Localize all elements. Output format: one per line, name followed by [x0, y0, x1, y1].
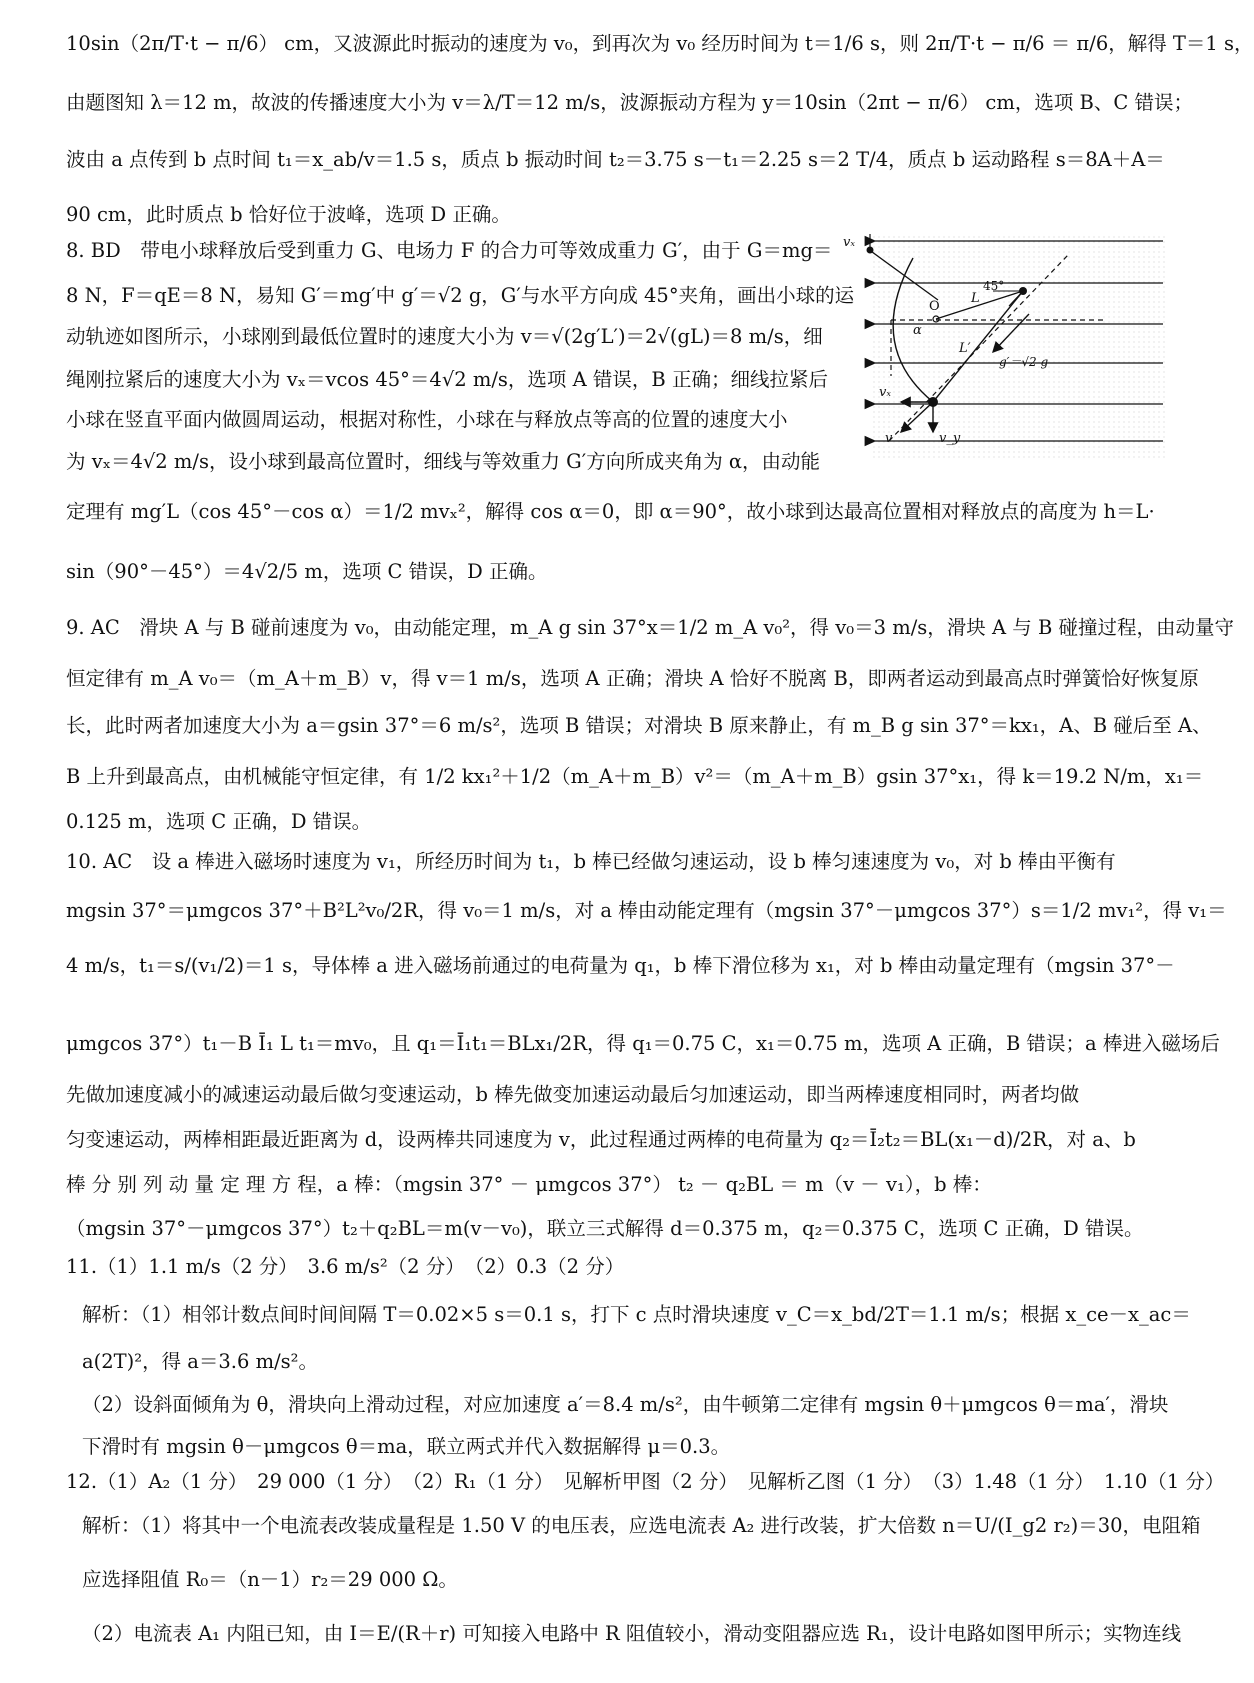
text-line: 10sin（2π/T·t − π/6） cm，又波源此时振动的速度为 v₀，到再次为 v₀ 经历时间为 t＝1/6 s，则 2π/T·t − π/6 ＝ π/6，解得 T＝1 s， — [66, 32, 1254, 55]
text-line: （2）设斜面倾角为 θ，滑块向上滑动过程，对应加速度 a′＝8.4 m/s²，由牛顿第二定律有 mgsin θ＋μmgcos θ＝ma′，滑块 — [82, 1393, 1169, 1416]
text-line: 10. AC 设 a 棒进入磁场时速度为 v₁，所经历时间为 t₁，b 棒已经做匀速运动，设 b 棒匀速速度为 v₀，对 b 棒由平衡有 — [66, 850, 1116, 873]
text-line: 应选择阻值 R₀＝（n－1）r₂＝29 000 Ω。 — [82, 1568, 458, 1591]
text-line: 8. BD 带电小球释放后受到重力 G、电场力 F 的合力可等效成重力 G′，由于 G＝mg＝ — [66, 239, 833, 262]
text-line: 动轨迹如图所示，小球刚到最低位置时的速度大小为 v＝√(2g′L′)＝2√(gL)＝8 m/s，细 — [66, 325, 823, 348]
label-Lprime: L′ — [959, 341, 971, 356]
text-line: 长，此时两者加速度大小为 a＝gsin 37°＝6 m/s²，选项 B 错误；对滑块 B 原来静止，有 m_B g sin 37°＝kx₁，A、B 碰后至 A、 — [66, 714, 1212, 737]
label-v: v — [885, 431, 893, 446]
label-alpha: α — [913, 323, 922, 338]
text-line: 先做加速度减小的减速运动最后做匀变速运动，b 棒先做变加速运动最后匀加速运动，即当两棒速度相同时，两者均做 — [66, 1083, 1080, 1106]
label-vy: v_y — [939, 431, 961, 446]
label-vx-bottom: vₓ — [879, 385, 891, 400]
text-line: 11.（1）1.1 m/s（2 分） 3.6 m/s²（2 分） （2）0.3（2 分） — [66, 1255, 625, 1278]
text-line: 下滑时有 mgsin θ－μmgcos θ＝ma，联立两式并代入数据解得 μ＝0.3。 — [82, 1435, 731, 1458]
text-line: mgsin 37°＝μmgcos 37°＋B²L²v₀/2R，得 v₀＝1 m/s，对 a 棒由动能定理有（mgsin 37°－μmgcos 37°）s＝1/2 mv₁²，得 v₁＝ — [66, 899, 1227, 922]
text-line: 波由 a 点传到 b 点时间 t₁＝x_ab/v＝1.5 s，质点 b 振动时间 t₂＝3.75 s－t₁＝2.25 s＝2 T/4，质点 b 运动路程 s＝8A＋A＝ — [66, 148, 1165, 171]
text-line: μmgcos 37°）t₁－B Ī₁ L t₁＝mv₀，且 q₁＝Ī₁t₁＝BLx₁/2R，得 q₁＝0.75 C，x₁＝0.75 m，选项 A 正确，B 错误；a 棒进入磁场后 — [66, 1032, 1220, 1055]
dotted-background — [873, 236, 1165, 458]
text-line: 0.125 m，选项 C 正确，D 错误。 — [66, 810, 372, 833]
label-45: 45° — [983, 279, 1005, 293]
label-L: L — [971, 291, 980, 306]
text-line: 8 N，F＝qE＝8 N，易知 G′＝mg′中 g′＝√2 g，G′与水平方向成 45°夹角，画出小球的运 — [66, 284, 855, 307]
label-O: O — [929, 299, 940, 314]
text-line: 解析：（1）将其中一个电流表改装成量程是 1.50 V 的电压表，应选电流表 A₂ 进行改装，扩大倍数 n＝U/(I_g2 r₂)＝30，电阻箱 — [82, 1514, 1201, 1537]
text-line: 绳刚拉紧后的速度大小为 vₓ＝vcos 45°＝4√2 m/s，选项 A 错误，B 正确；细线拉紧后 — [66, 368, 828, 391]
label-vx-top: vₓ — [843, 235, 855, 250]
text-line: 为 vₓ＝4√2 m/s，设小球到最高位置时，细线与等效重力 G′方向所成夹角为 α，由动能 — [66, 450, 821, 473]
text-line: 恒定律有 m_A v₀＝（m_A＋m_B）v，得 v＝1 m/s，选项 A 正确；滑块 A 恰好不脱离 B，即两者运动到最高点时弹簧恰好恢复原 — [66, 667, 1199, 690]
text-line: B 上升到最高点，由机械能守恒定律，有 1/2 kx₁²＋1/2（m_A＋m_B）v²＝（m_A＋m_B）gsin 37°x₁，得 k＝19.2 N/m，x₁＝ — [66, 765, 1204, 788]
text-line: 由题图知 λ＝12 m，故波的传播速度大小为 v＝λ/T＝12 m/s，波源振动方程为 y＝10sin（2πt − π/6） cm，选项 B、C 错误； — [66, 91, 1193, 114]
text-line: （2）电流表 A₁ 内阻已知，由 I＝E/(R＋r) 可知接入电路中 R 阻值较小，滑动变阻器应选 R₁，设计电路如图甲所示；实物连线 — [82, 1622, 1182, 1645]
label-gprime: g′＝√2 g — [999, 355, 1049, 369]
text-line: 解析：（1）相邻计数点间时间间隔 T＝0.02×5 s＝0.1 s，打下 c 点时滑块速度 v_C＝x_bd/2T＝1.1 m/s；根据 x_ce－x_ac＝ — [82, 1303, 1191, 1326]
text-line: 90 cm，此时质点 b 恰好位于波峰，选项 D 正确。 — [66, 203, 511, 226]
text-line: 9. AC 滑块 A 与 B 碰前速度为 v₀，由动能定理，m_A g sin 37°x＝1/2 m_A v₀²，得 v₀＝3 m/s，滑块 A 与 B 碰撞过程，由动量守 — [66, 616, 1234, 639]
text-line: sin（90°－45°）＝4√2/5 m，选项 C 错误，D 正确。 — [66, 560, 548, 583]
physics-diagram — [843, 235, 1165, 458]
text-line: 棒 分 别 列 动 量 定 理 方 程，a 棒：（mgsin 37° － μmgcos 37°） t₂ － q₂BL ＝ m（v － v₁），b 棒： — [66, 1173, 992, 1196]
text-line: a(2T)²，得 a＝3.6 m/s²。 — [82, 1350, 318, 1373]
text-line: （mgsin 37°－μmgcos 37°）t₂＋q₂BL＝m(v－v₀)，联立三式解得 d＝0.375 m，q₂＝0.375 C，选项 C 正确，D 错误。 — [66, 1217, 1144, 1240]
text-line: 12.（1）A₂（1 分） 29 000（1 分） （2）R₁（1 分） 见解析甲图（2 分） 见解析乙图（1 分） （3）1.48（1 分） 1.10（1 分） — [66, 1470, 1225, 1493]
text-line: 4 m/s，t₁＝s/(v₁/2)＝1 s，导体棒 a 进入磁场前通过的电荷量为 q₁，b 棒下滑位移为 x₁，对 b 棒由动量定理有（mgsin 37°－ — [66, 954, 1175, 977]
text-line: 匀变速运动，两棒相距最近距离为 d，设两棒共同速度为 v，此过程通过两棒的电荷量为 q₂＝Ī₂t₂＝BL(x₁－d)/2R，对 a、b — [66, 1128, 1136, 1151]
text-line: 小球在竖直平面内做圆周运动，根据对称性，小球在与释放点等高的位置的速度大小 — [66, 408, 788, 431]
text-line: 定理有 mg′L（cos 45°－cos α）＝1/2 mvₓ²，解得 cos α＝0，即 α＝90°，故小球到达最高位置相对释放点的高度为 h＝L· — [66, 500, 1155, 523]
